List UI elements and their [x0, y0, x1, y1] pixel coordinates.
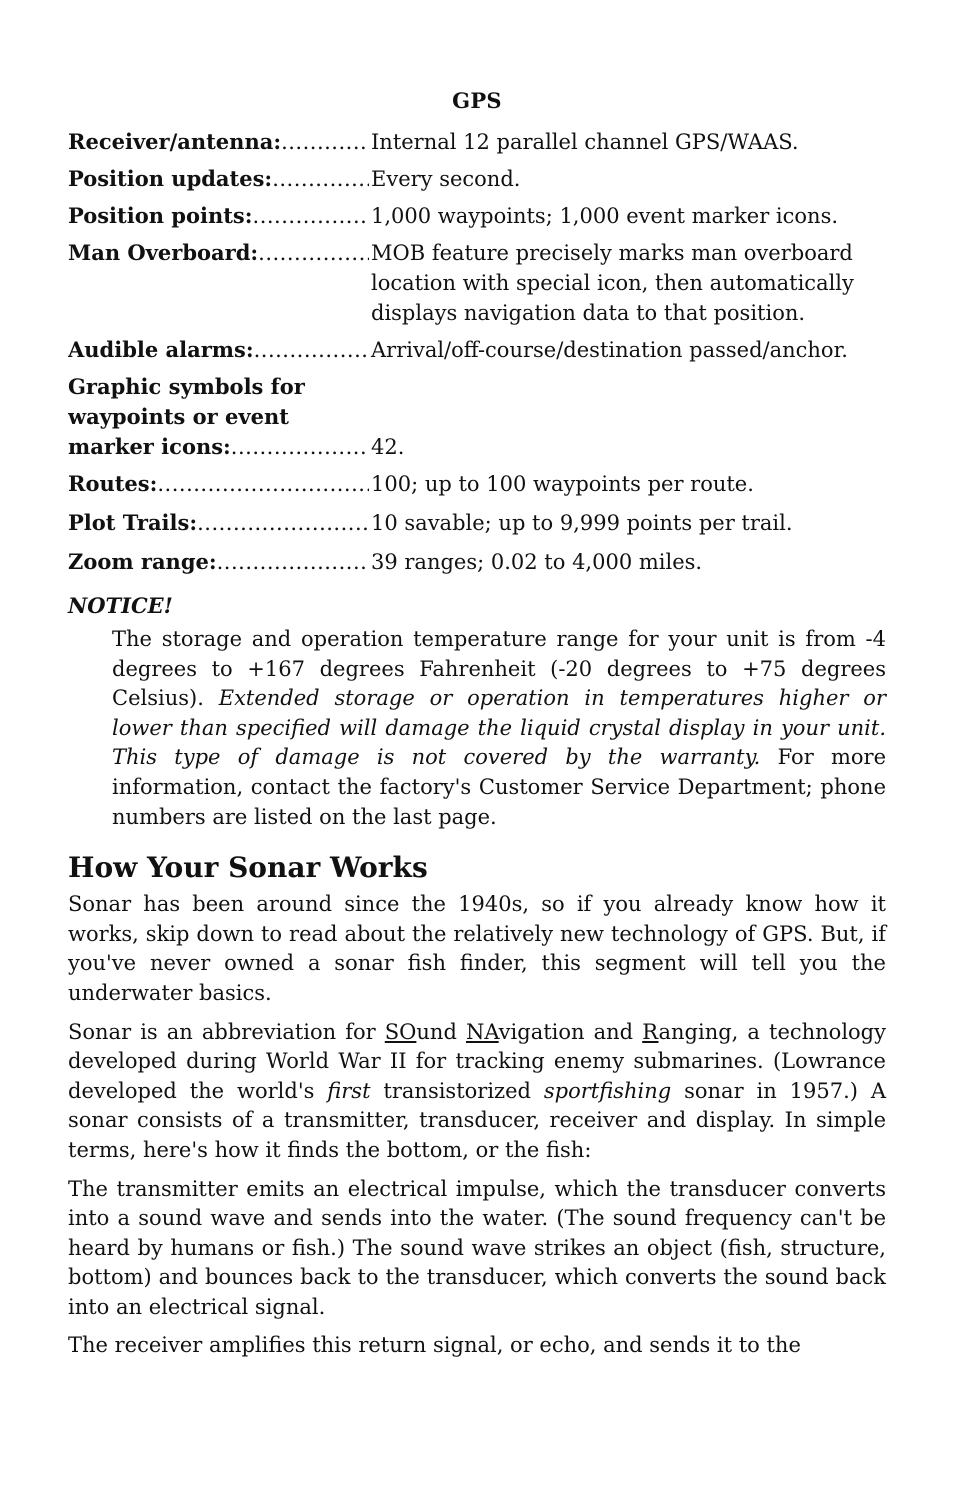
spec-value: 42.	[371, 435, 405, 459]
spec-value: Arrival/off-course/destination passed/anchor.	[371, 338, 848, 362]
spec-label: Routes:	[68, 471, 158, 496]
spec-value: 39 ranges; 0.02 to 4,000 miles.	[371, 550, 703, 574]
dot-leader	[272, 164, 369, 194]
text-run: vigation and	[498, 1019, 643, 1044]
spec-label: Zoom range:	[68, 549, 217, 574]
text-run: und	[416, 1019, 466, 1044]
dot-leader	[157, 469, 369, 499]
notice-text: For more information, contact the factory's Customer Service Department; phone numbers are listed on the last page.	[112, 745, 887, 829]
dot-leader	[197, 508, 369, 538]
text-run: Sonar is an abbreviation for	[68, 1019, 385, 1044]
spec-label-line: waypoints or event	[68, 404, 289, 429]
paragraph: The transmitter emits an electrical impulse, which the transducer converts into a sound wave and sends into the water. (The sound frequency can't be heard by humans or fish.) The sound wave strikes an object (fish, structure, bottom) and bounces back to the transducer, which converts the sound back into an electrical signal.	[68, 1176, 886, 1319]
spec-value: 100; up to 100 waypoints per route.	[371, 472, 754, 496]
spec-label: Position points:	[68, 203, 253, 228]
spec-value: 10 savable; up to 9,999 points per trail.	[371, 511, 793, 535]
text-run: anging, a technology developed during World War II for tracking enemy submarines. (Lowrance developed the world's	[68, 1019, 886, 1103]
dot-leader	[253, 201, 369, 231]
paragraph: Sonar has been around since the 1940s, so if you already know how it works, skip down to read about the relatively new technology of GPS. But, if you've never owned a sonar fish finder, this segment will tell you the underwater basics.	[68, 892, 886, 1005]
dot-leader	[254, 335, 369, 365]
text-run: SO	[384, 1019, 417, 1044]
spec-label-line: Graphic symbols for	[68, 374, 305, 399]
spec-row	[68, 547, 886, 577]
text-run: sportfishing	[543, 1078, 672, 1103]
text-run: transistorized	[370, 1078, 544, 1103]
dot-leader	[281, 127, 369, 157]
spec-value: Every second.	[371, 167, 521, 191]
spec-label: Man Overboard:	[68, 240, 259, 265]
section-title: GPS	[452, 88, 502, 113]
dot-leader	[231, 432, 369, 462]
spec-row	[68, 164, 886, 194]
paragraph	[68, 1018, 886, 1166]
spec-label: Position updates:	[68, 166, 273, 191]
spec-label: Receiver/antenna:	[68, 129, 282, 154]
spec-row	[68, 508, 886, 538]
text-run: sonar in 1957.) A sonar consists of a transmitter, transducer, receiver and display. In simple terms, here's how it finds the bottom, or the fish:	[68, 1078, 886, 1162]
spec-row	[68, 335, 886, 365]
document-page	[68, 88, 886, 1370]
notice-text: The storage and operation temperature range for your unit is from -4 degrees to +167 degrees Fahrenheit (-20 degrees to +75 degrees Celsius).	[112, 627, 886, 711]
spec-row	[68, 238, 886, 328]
spec-value: Internal 12 parallel channel GPS/WAAS.	[371, 130, 799, 154]
spec-label: Plot Trails:	[68, 510, 198, 535]
dot-leader	[217, 547, 369, 577]
paragraph: The receiver amplifies this return signal, or echo, and sends it to the	[68, 1333, 801, 1358]
spec-label: Audible alarms:	[68, 337, 254, 362]
sonar-heading: How Your Sonar Works	[68, 851, 428, 885]
notice-heading: NOTICE!	[68, 593, 173, 618]
spec-row	[68, 127, 886, 157]
dot-leader	[258, 238, 369, 268]
notice-body	[112, 625, 886, 832]
text-run: R	[642, 1019, 659, 1044]
notice-warning-text: Extended storage or operation in temperatures higher or lower than specified will damage the liquid crystal display in your unit. This type of damage is not covered by the warranty.	[112, 686, 886, 770]
spec-row	[68, 469, 886, 499]
spec-label-line: marker icons:	[68, 434, 231, 459]
spec-value: 1,000 waypoints; 1,000 event marker icons.	[371, 204, 839, 228]
text-run: first	[327, 1078, 371, 1103]
spec-row	[68, 201, 886, 231]
spec-row	[68, 372, 886, 462]
text-run: NA	[465, 1019, 499, 1044]
spec-value: MOB feature precisely marks man overboard location with special icon, then automatically displays navigation data to that position.	[371, 241, 854, 325]
